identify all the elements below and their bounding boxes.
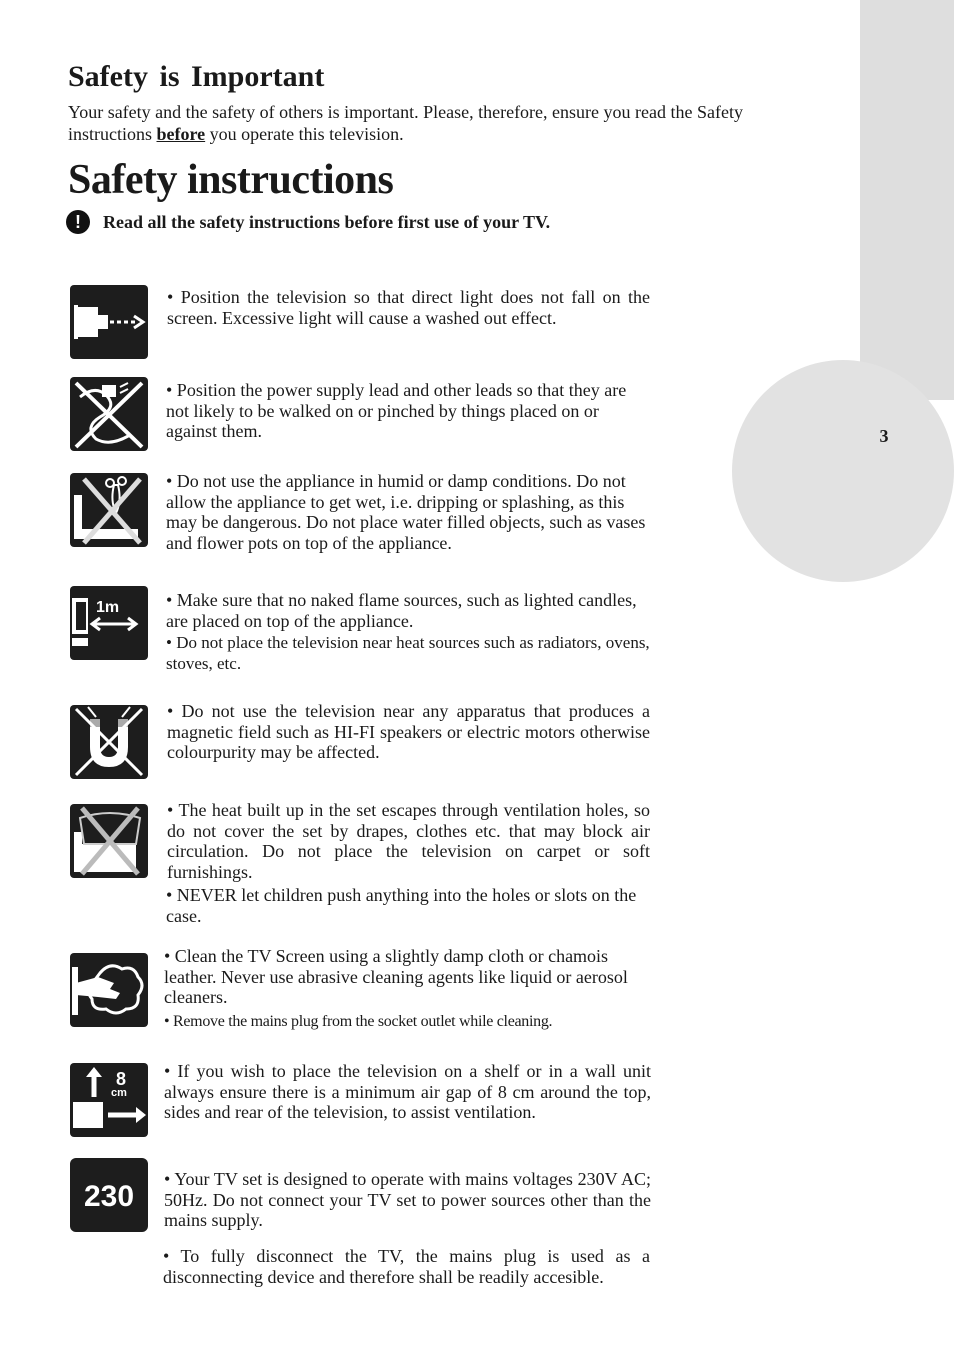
item-text: • Your TV set is designed to operate with mains voltages 230V AC; 50Hz. Do not connect your TV set to power sources other than the mains supply.: [164, 1169, 651, 1230]
icon-label-230: 230: [83, 1180, 135, 1213]
item-text: • Make sure that no naked flame sources, such as lighted candles, are placed on top of the appliance.: [166, 590, 637, 631]
magnet-icon: [70, 705, 148, 779]
section-title-important: Safety is Important: [68, 60, 325, 93]
item-text: • To fully disconnect the TV, the mains plug is used as a disconnecting device and therefore shall be readily accesible.: [163, 1246, 650, 1287]
intro-paragraph: [68, 101, 768, 145]
item-text: • Position the television so that direct light does not fall on the screen. Excessive light will cause a washed out effect.: [167, 287, 650, 328]
page-number: 3: [879, 426, 889, 446]
item-text: • Do not place the television near heat sources such as radiators, ovens, stoves, etc.: [166, 633, 650, 673]
item-text: • Do not use the appliance in humid or damp conditions. Do not allow the appliance to get wet, i.e. dripping or splashing, as this may be dangerous. Do not place water filled objects, such as vases and flower pots on top of the appliance.: [166, 471, 646, 553]
icon-label-1m: 1m: [96, 599, 120, 616]
icon-label-cm: cm: [111, 1087, 127, 1099]
cleaning-icon: [70, 953, 148, 1027]
intro-emphasis: before: [156, 124, 206, 144]
item-text: • Do not use the television near any apparatus that produces a magnetic field such as HI-FI speakers or electric motors otherwise colourpurity may be affected.: [167, 701, 650, 762]
power-lead-icon: [70, 377, 148, 451]
page-number-circle: [732, 360, 954, 582]
warning-note: [66, 210, 550, 234]
icon-label-8: 8: [116, 1069, 127, 1089]
page-title: Safety instructions: [68, 157, 394, 203]
no-cover-icon: [70, 804, 148, 878]
no-water-icon: [70, 473, 148, 547]
item-text: • Clean the TV Screen using a slightly damp cloth or chamois leather. Never use abrasive cleaning agents like liquid or aerosol cleaners.: [164, 946, 628, 1007]
heat-distance-icon: [70, 586, 148, 660]
side-tab: [860, 0, 954, 400]
air-gap-icon: [70, 1063, 148, 1137]
intro-text-1: Your safety and the safety of others is important. Please, therefore, ensure you read the Safety instructions: [68, 102, 743, 144]
warning-text: Read all the safety instructions before first use of your TV.: [103, 211, 551, 232]
intro-text-2: you operate this television.: [205, 124, 404, 144]
direct-light-icon: [70, 285, 148, 359]
item-text: • Position the power supply lead and other leads so that they are not likely to be walked on or pinched by things placed on or against them.: [166, 380, 627, 441]
item-text: • NEVER let children push anything into the holes or slots on the case.: [166, 885, 637, 926]
voltage-icon: [70, 1158, 148, 1232]
item-text: • The heat built up in the set escapes through ventilation holes, so do not cover the set by drapes, clothes etc. that may block air circulation. Do not place the television on carpet or soft furnishings.: [167, 800, 650, 882]
exclamation-icon: !: [66, 210, 90, 234]
item-text: • If you wish to place the television on a shelf or in a wall unit always ensure there is a minimum air gap of 8 cm around the top, sides and rear of the television, to assist ventilation.: [164, 1061, 651, 1122]
item-text: • Remove the mains plug from the socket outlet while cleaning.: [164, 1013, 553, 1030]
